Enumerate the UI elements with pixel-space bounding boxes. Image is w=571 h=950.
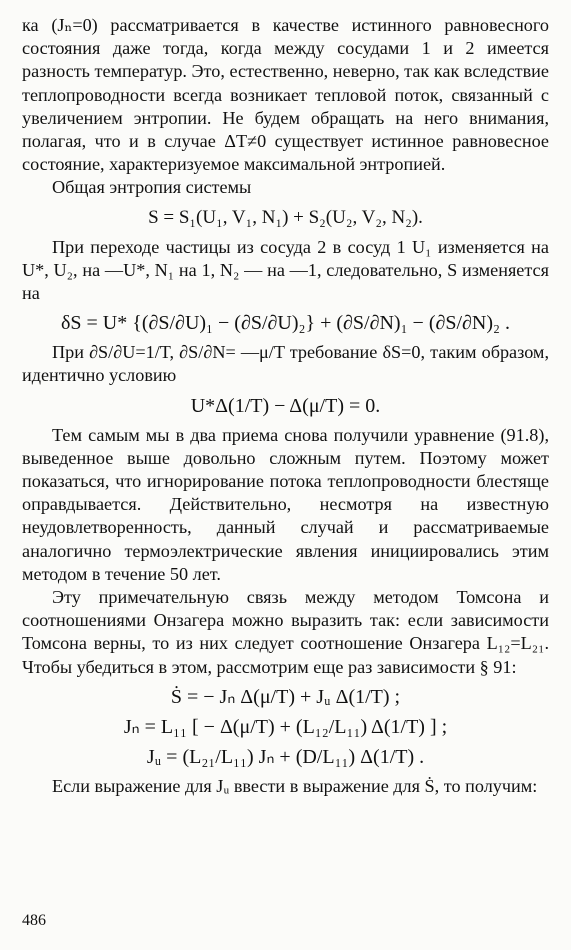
equation-j-n: Jₙ = L₁₁ [ − Δ(μ/T) + (L₁₂/L₁₁) Δ(1/T) ] ; [123,715,448,738]
page-number: 486 [22,912,46,929]
paragraph-6: Эту примечательную связь между методом Томсона и соотношениями Онзагера можно выразить так: если зависимости Томсона верны, то из них следует соотношение Онзагера L₁₂=L₂₁. Чтобы убедиться в этом, рассмотрим еще раз зависимости § 91: [22,587,549,677]
equation-condition: U*Δ(1/T) − Δ(μ/T) = 0. [190,394,381,417]
paragraph-4: При ∂S/∂U=1/T, ∂S/∂N= —μ/T требование δS=0, таким образом, идентично условию [22,342,549,386]
equation-entropy: S = S₁(U₁, V₁, N₁) + S₂(U₂, V₂, N₂). [148,206,423,228]
paragraph-3: При переходе частицы из сосуда 2 в сосуд 1 U₁ изменяется на U*, U₂, на —U*, N₁ на 1, N₂ — на —1, следовательно, S изменяется на [22,236,549,304]
equation-s-dot: Ṡ = − Jₙ Δ(μ/T) + Jᵤ Δ(1/T) ; [170,685,401,708]
paragraph-2: Общая энтропия системы [52,177,252,198]
equation-delta-s: δS = U* {(∂S/∂U)₁ − (∂S/∂U)₂} + (∂S/∂N)₁ − (∂S/∂N)₂ . [60,312,511,335]
paragraph-7: Если выражение для Jᵤ ввести в выражение для Ṡ, то получим: [52,775,538,796]
equation-j-u: Jᵤ = (L₂₁/L₁₁) Jₙ + (D/L₁₁) Δ(1/T) . [146,745,425,768]
paragraph-1: ка (Jₙ=0) рассматривается в качестве истинного равновесного состояния даже тогда, когда между сосудами 1 и 2 имеется разность температур. Это, естественно, неверно, так как вследствие теплопроводности всегда возникает тепловой поток, связанный с увеличением энтропии. Не будем обращать на него внимания, полагая, что и в случае ΔT≠0 существует истинное равновесное состояние, характеризуемое максимальной энтропией. [22,15,549,175]
paragraph-5: Тем самым мы в два приема снова получили уравнение (91.8), выведенное выше довольно сложным путем. Поэтому может показаться, что игнорирование потока теплопроводности блестяще оправдывается. Действительно, несмотря на известную неудовлетворенность, данный случай и рассматриваемые аналогично термоэлектрические явления инициировались этим методом в течение 50 лет. [22,424,549,584]
